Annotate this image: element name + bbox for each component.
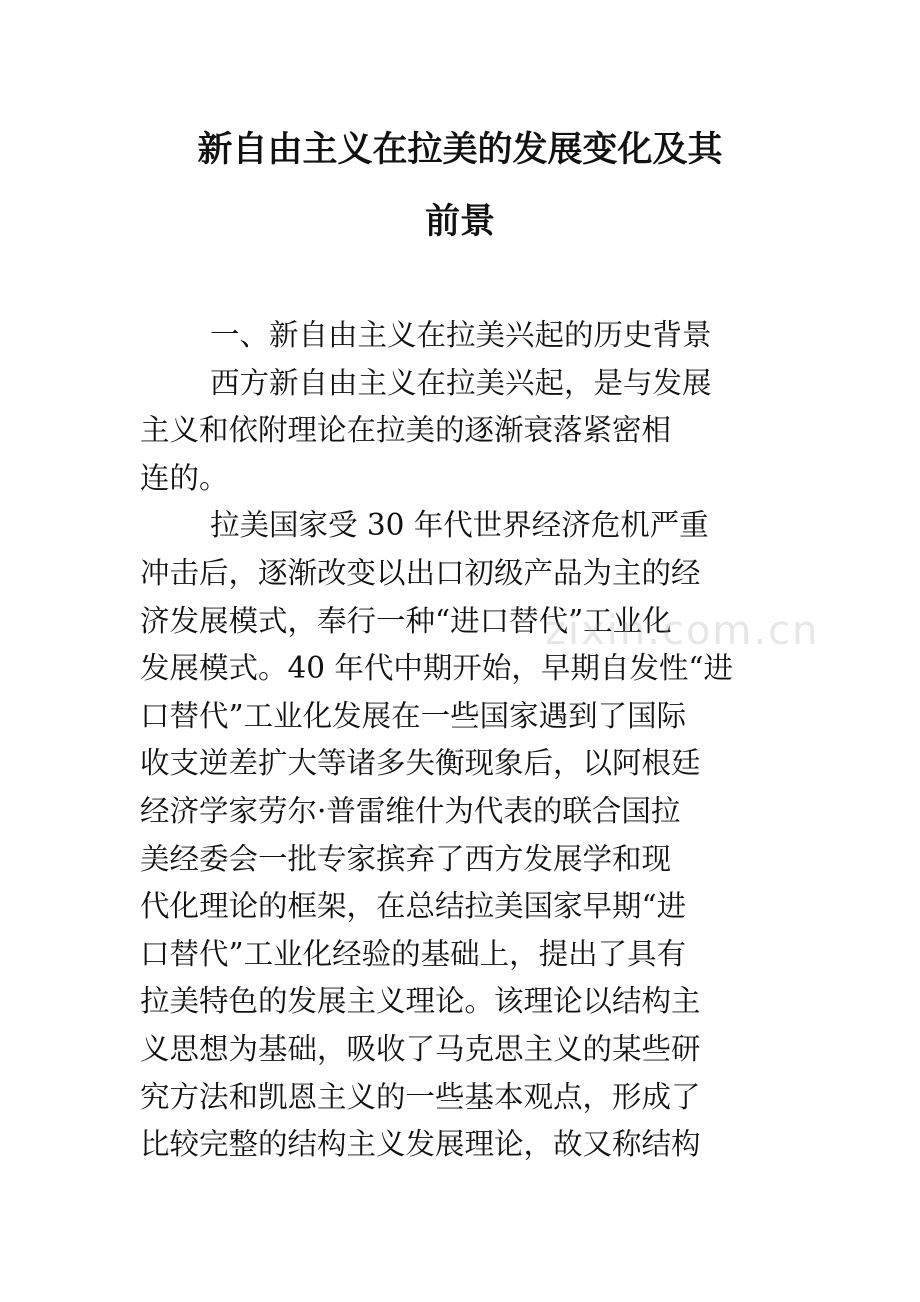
section-heading: 一、新自由主义在拉美兴起的历史背景	[210, 318, 712, 352]
title-line-2: 前景	[424, 202, 495, 242]
text-line: 发展模式。40 年代中期开始，早期自发性“进	[140, 651, 733, 686]
text-line: 究方法和凯恩主义的一些基本观点，形成了	[140, 1079, 701, 1114]
text-line: 拉美国家受 30 年代世界经济危机严重	[210, 508, 709, 543]
title-line-1: 新自由主义在拉美的发展变化及其	[197, 130, 723, 170]
text-line: 义思想为基础，吸收了马克思主义的某些研	[140, 1031, 701, 1066]
text-line: 西方新自由主义在拉美兴起，是与发展	[210, 365, 712, 400]
watermark: zixin.com.cn	[545, 608, 820, 654]
text-line: 冲击后，逐渐改变以出口初级产品为主的经	[140, 555, 701, 590]
body-text	[140, 312, 790, 1169]
text-line: 连的。	[140, 460, 229, 495]
text-line: 比较完整的结构主义发展理论，故又称结构	[140, 1127, 701, 1162]
text-line: 拉美特色的发展主义理论。该理论以结构主	[140, 984, 701, 1019]
text-line: 主义和依附理论在拉美的逐渐衰落紧密相	[140, 413, 672, 448]
text-line: 口替代”工业化发展在一些国家遇到了国际	[140, 698, 687, 733]
text-line: 收支逆差扩大等诸多失衡现象后，以阿根廷	[140, 746, 701, 781]
text-line: 济发展模式，奉行一种“进口替代”工业化	[140, 603, 672, 638]
text-line: 经济学家劳尔·普雷维什为代表的联合国拉	[140, 793, 681, 828]
text-line: 代化理论的框架，在总结拉美国家早期“进	[140, 889, 687, 924]
text-line: 美经委会一批专家摈弃了西方发展学和现	[140, 841, 672, 876]
text-line: 口替代”工业化经验的基础上，提出了具有	[140, 936, 687, 971]
